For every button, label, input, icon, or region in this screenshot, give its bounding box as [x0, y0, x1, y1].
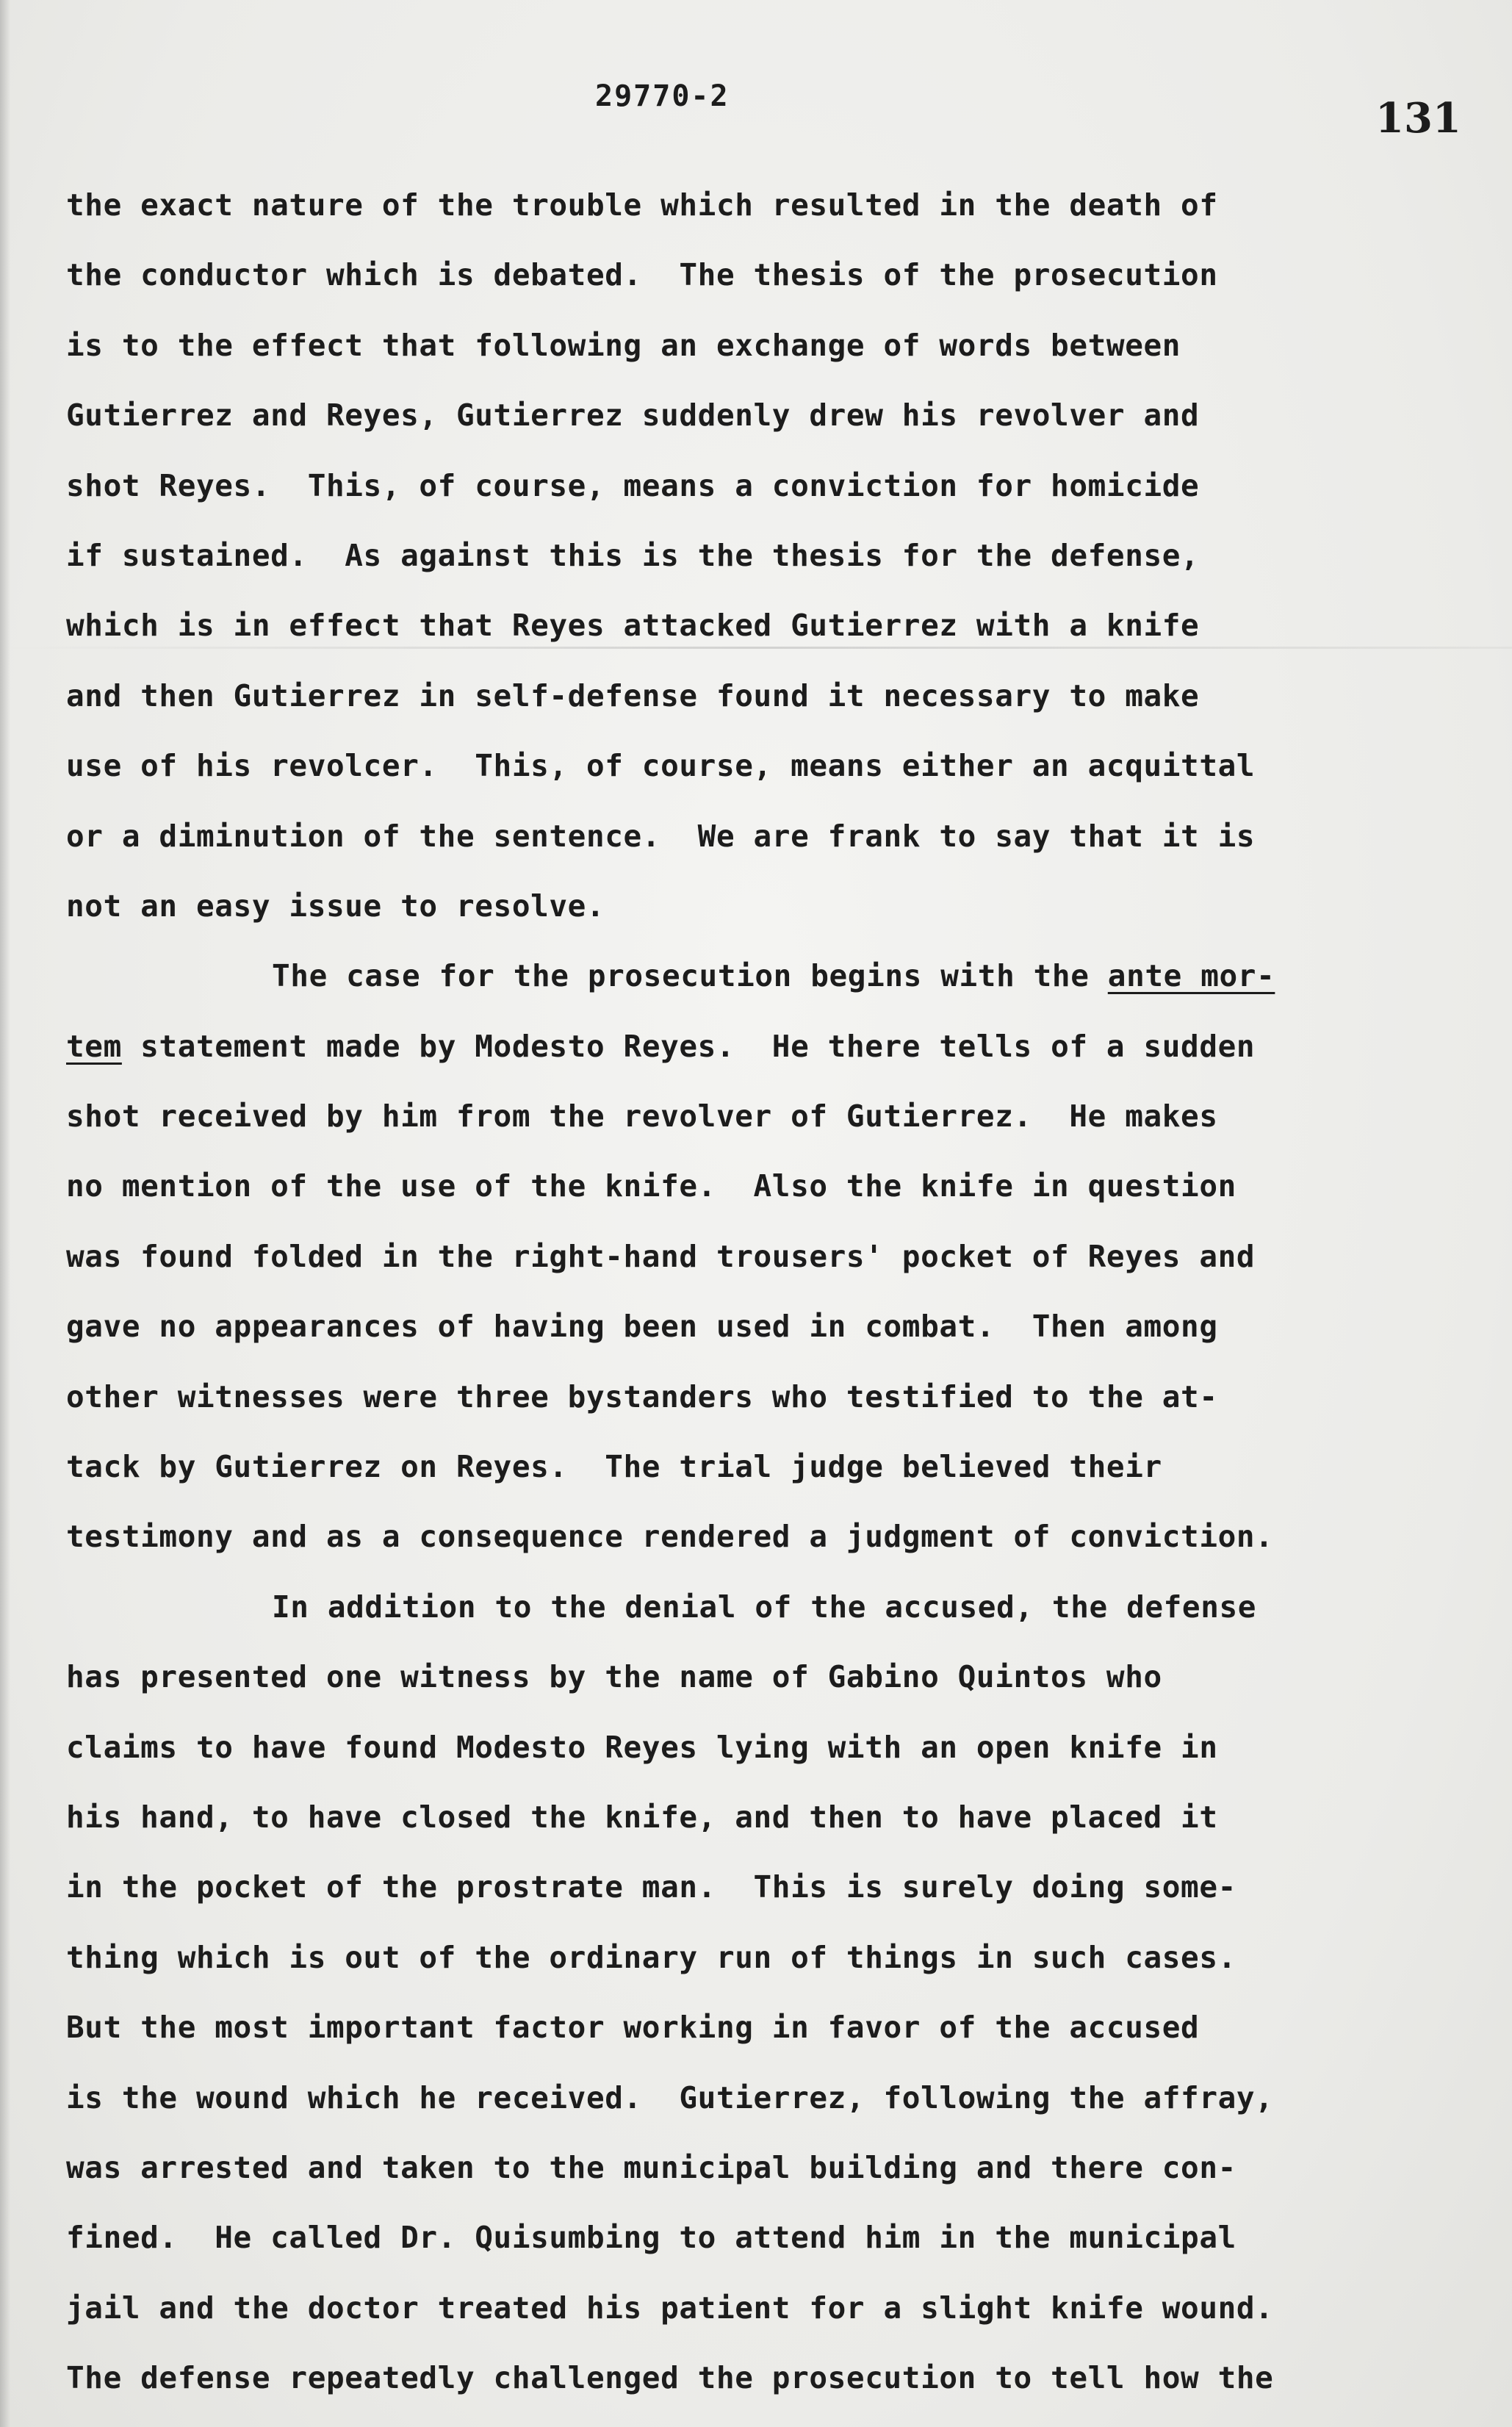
paragraph-3-first-line: In addition to the denial of the accused, the defense: [272, 1589, 1257, 1625]
text-line: claims to have found Modesto Reyes lying with an open knife in: [66, 1729, 1218, 1765]
text-line: tack by Gutierrez on Reyes. The trial judge believed their: [66, 1449, 1162, 1485]
text-line: the exact nature of the trouble which resulted in the death of: [66, 187, 1218, 223]
text-line: use of his revolcer. This, of course, means either an acquittal: [66, 748, 1256, 784]
page-edge-shadow: [0, 0, 10, 2427]
text-line: testimony and as a consequence rendered a judgment of conviction.: [66, 1519, 1274, 1555]
text-span: The case for the prosecution begins with the: [272, 958, 1108, 994]
document-number: 29770-2: [595, 79, 730, 113]
text-line: is to the effect that following an exchange of words between: [66, 327, 1181, 363]
text-line: Gutierrez and Reyes, Gutierrez suddenly drew his revolver and: [66, 398, 1200, 434]
text-line: was found folded in the right-hand trousers' pocket of Reyes and: [66, 1238, 1256, 1274]
text-line: the conductor which is debated. The thesis of the prosecution: [66, 257, 1218, 293]
text-line: no mention of the use of the knife. Also the knife in question: [66, 1168, 1236, 1204]
text-line: other witnesses were three bystanders who testified to the at-: [66, 1378, 1218, 1414]
text-line: The defense repeatedly challenged the prosecution to tell how the: [66, 2360, 1274, 2396]
text-line: gave no appearances of having been used in combat. Then among: [66, 1309, 1218, 1345]
page-number: 131: [1375, 94, 1461, 143]
underlined-phrase: ante mor-: [1107, 958, 1275, 994]
text-line: thing which is out of the ordinary run of things in such cases.: [66, 1939, 1236, 1975]
text-line: shot received by him from the revolver of Gutierrez. He makes: [66, 1099, 1218, 1135]
underlined-phrase: tem: [66, 1028, 122, 1064]
paragraph-2-first-line: [66, 941, 1484, 1011]
text-line: But the most important factor working in favor of the accused: [66, 2010, 1200, 2046]
text-line: has presented one witness by the name of Gabino Quintos who: [66, 1659, 1162, 1695]
text-line: in the pocket of the prostrate man. This is surely doing some-: [66, 1869, 1236, 1905]
text-line: and then Gutierrez in self-defense found it necessary to make: [66, 677, 1200, 713]
text-line: his hand, to have closed the knife, and then to have placed it: [66, 1799, 1218, 1835]
text-line: if sustained. As against this is the thesis for the defense,: [66, 537, 1200, 573]
text-span: statement made by Modesto Reyes. He there tells of a sudden: [121, 1028, 1256, 1064]
text-line: is the wound which he received. Gutierrez, following the affray,: [66, 2079, 1274, 2115]
text-line: or a diminution of the sentence. We are frank to say that it is: [66, 818, 1256, 854]
text-line: was arrested and taken to the municipal building and there con-: [66, 2149, 1236, 2185]
text-line: which is in effect that Reyes attacked Gutierrez with a knife: [66, 608, 1200, 644]
text-line: shot Reyes. This, of course, means a conviction for homicide: [66, 467, 1200, 503]
body-text: [66, 170, 1484, 2414]
text-line: not an easy issue to resolve.: [66, 888, 605, 924]
text-line: fined. He called Dr. Quisumbing to attend him in the municipal: [66, 2220, 1236, 2256]
paragraph-2-second-line: [66, 1012, 1484, 1082]
text-line: jail and the doctor treated his patient for a slight knife wound.: [66, 2290, 1274, 2326]
